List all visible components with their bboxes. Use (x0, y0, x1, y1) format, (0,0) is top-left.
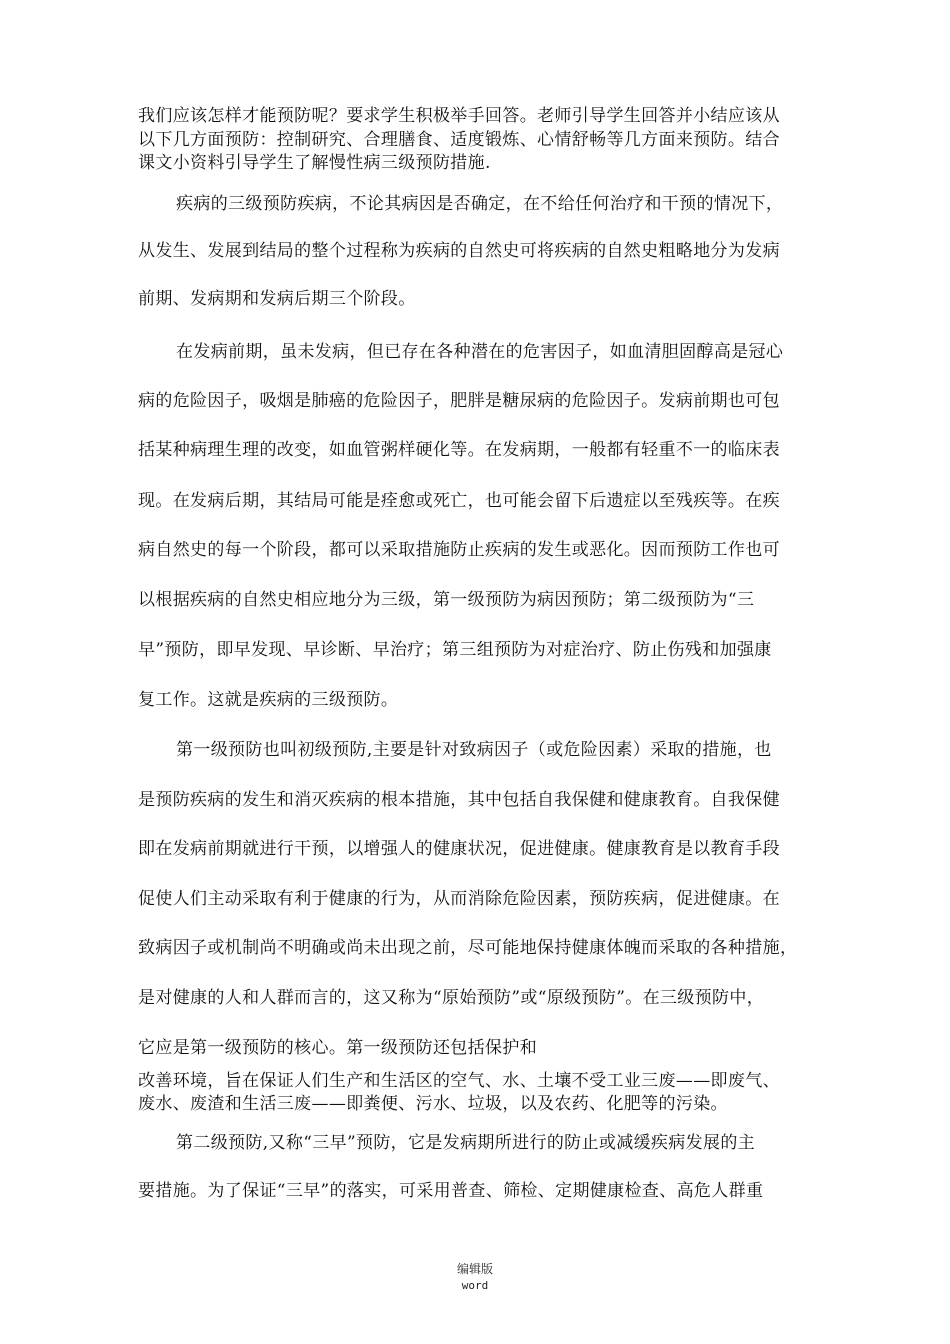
text-line: 现。在发病后期，其结局可能是痊愈或死亡，也可能会留下后遗症以至残疾等。在疾 (138, 491, 780, 511)
text-line: 第二级预防,又称“三早”预防，它是发病期所进行的防止或减缓疾病发展的主 (176, 1133, 756, 1153)
text-line: 早”预防，即早发现、早诊断、早治疗；第三组预防为对症治疗、防止伤残和加强康 (138, 640, 772, 660)
text-line: 括某种病理生理的改变，如血管粥样硬化等。在发病期，一般都有轻重不一的临床表 (138, 440, 780, 460)
text-line: 从发生、发展到结局的整个过程称为疾病的自然史可将疾病的自然史粗略地分为发病 (138, 241, 780, 261)
text-line: 改善环境，旨在保证人们生产和生活区的空气、水、土壤不受工业三废——即废气、 (138, 1071, 780, 1091)
text-line: 病的危险因子，吸烟是肺癌的危险因子，肥胖是糖尿病的危险因子。发病前期也可包 (138, 391, 780, 411)
text-line: 复工作。这就是疾病的三级预防。 (138, 690, 399, 710)
text-line: 在发病前期，虽未发病，但已存在各种潜在的危害因子，如血清胆固醇高是冠心 (176, 342, 784, 362)
text-line: 病自然史的每一个阶段，都可以采取措施防止疾病的发生或恶化。因而预防工作也可 (138, 540, 780, 560)
text-line: 第一级预防也叫初级预防,主要是针对致病因子（或危险因素）采取的措施，也 (176, 740, 772, 760)
text-line: 即在发病前期就进行干预，以增强人的健康状况，促进健康。健康教育是以教育手段 (138, 839, 780, 859)
text-line: 是预防疾病的发生和消灭疾病的根本措施，其中包括自我保健和健康教育。自我保健 (138, 790, 780, 810)
text-line: 致病因子或机制尚不明确或尚未出现之前，尽可能地保持健康体魄而采取的各种措施， (138, 938, 798, 958)
text-line: 废水、废渣和生活三废——即粪便、污水、垃圾，以及农药、化肥等的污染。 (138, 1094, 728, 1114)
text-line: 以下几方面预防：控制研究、合理膳食、适度锻炼、心情舒畅等几方面来预防。结合 (138, 130, 780, 150)
text-line: 疾病的三级预防疾病，不论其病因是否确定，在不给任何治疗和干预的情况下， (176, 194, 784, 214)
footer-word-label: word (461, 1279, 489, 1292)
text-line: 要措施。为了保证“三早”的落实，可采用普查、筛检、定期健康检查、高危人群重 (138, 1181, 764, 1201)
text-line: 它应是第一级预防的核心。第一级预防还包括保护和 (138, 1038, 538, 1058)
text-line: 我们应该怎样才能预防呢？要求学生积极举手回答。老师引导学生回答并小结应该从 (138, 106, 780, 126)
text-line: 促使人们主动采取有利于健康的行为，从而消除危险因素，预防疾病，促进健康。在 (138, 889, 780, 909)
text-line: 前期、发病期和发病后期三个阶段。 (138, 289, 416, 309)
text-line: 是对健康的人和人群而言的，这又称为“原始预防”或“原级预防”。在三级预防中， (138, 988, 765, 1008)
text-line: 课文小资料引导学生了解慢性病三级预防措施. (138, 153, 491, 173)
footer-edition-label: 编辑版 (456, 1262, 493, 1276)
text-line: 以根据疾病的自然史相应地分为三级，第一级预防为病因预防；第二级预防为“三 (138, 590, 755, 610)
